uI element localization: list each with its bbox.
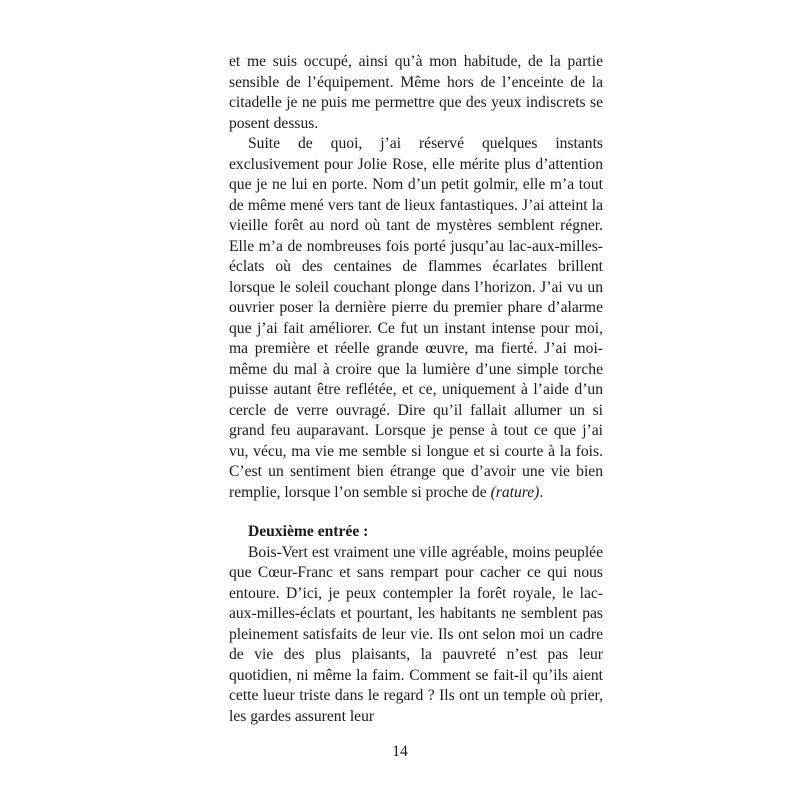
- page-number: 14: [392, 743, 408, 760]
- paragraph-1: et me suis occupé, ainsi qu’à mon habitude, de la partie sensible de l’équipement. Même hors de l’enceinte de la citadelle je ne puis me permettre que des yeux indiscrets se posent dessus.: [229, 53, 603, 132]
- paragraph-2: [229, 134, 603, 503]
- body-text: [229, 52, 603, 727]
- paragraph-2-end: .: [539, 483, 544, 501]
- paragraph-2-text: Suite de quoi, j’ai réservé quelques instants exclusivement pour Jolie Rose, elle mérite plus d’attention que je ne lui en porte. Nom d’un petit golmir, elle m’a tout de même mené vers tant de lieux fantastiques. J’ai atteint la vieille forêt au nord où tant de mystères semblent régner. Elle m’a de nombreuses fois porté jusqu’au lac-aux-milles-éclats où des centaines de flammes écarlates brillent lorsque le soleil couchant plonge dans l’horizon. J’ai vu un ouvrier poser la dernière pierre du premier phare d’alarme que j’ai fait améliorer. Ce fut un instant intense pour moi, ma première et réelle grande œuvre, ma fierté. J’ai moi-même du mal à croire que la lumière d’une simple torche puisse autant être reflétée, et ce, uniquement à l’aide d’un cercle de verre ouvragé. Dire qu’il fallait allumer un si grand feu auparavant. Lorsque je pense à tout ce que j’ai vu, vécu, ma vie me semble si longue et si courte à la fois. C’est un sentiment bien étrange que d’avoir une vie bien remplie, lorsque l’on semble si proche de: [229, 135, 603, 501]
- rature-annotation: (rature): [490, 483, 540, 501]
- section-heading: Deuxième entrée :: [248, 523, 369, 540]
- paragraph-3: Bois-Vert est vraiment une ville agréable, moins peuplée que Cœur-Franc et sans rempart pour cacher ce qui nous entoure. D’ici, je peux contempler la forêt royale, le lac-aux-milles-éclats et pourtant, les habitants ne semblent pas pleinement satisfaits de leur vie. Ils ont selon moi un cadre de vie des plus plaisants, la pauvreté n’est pas leur quotidien, ni même la faim. Comment se fait-il qu’ils aient cette lueur triste dans le regard ? Ils ont un temple où prier, les gardes assurent leur: [229, 543, 603, 725]
